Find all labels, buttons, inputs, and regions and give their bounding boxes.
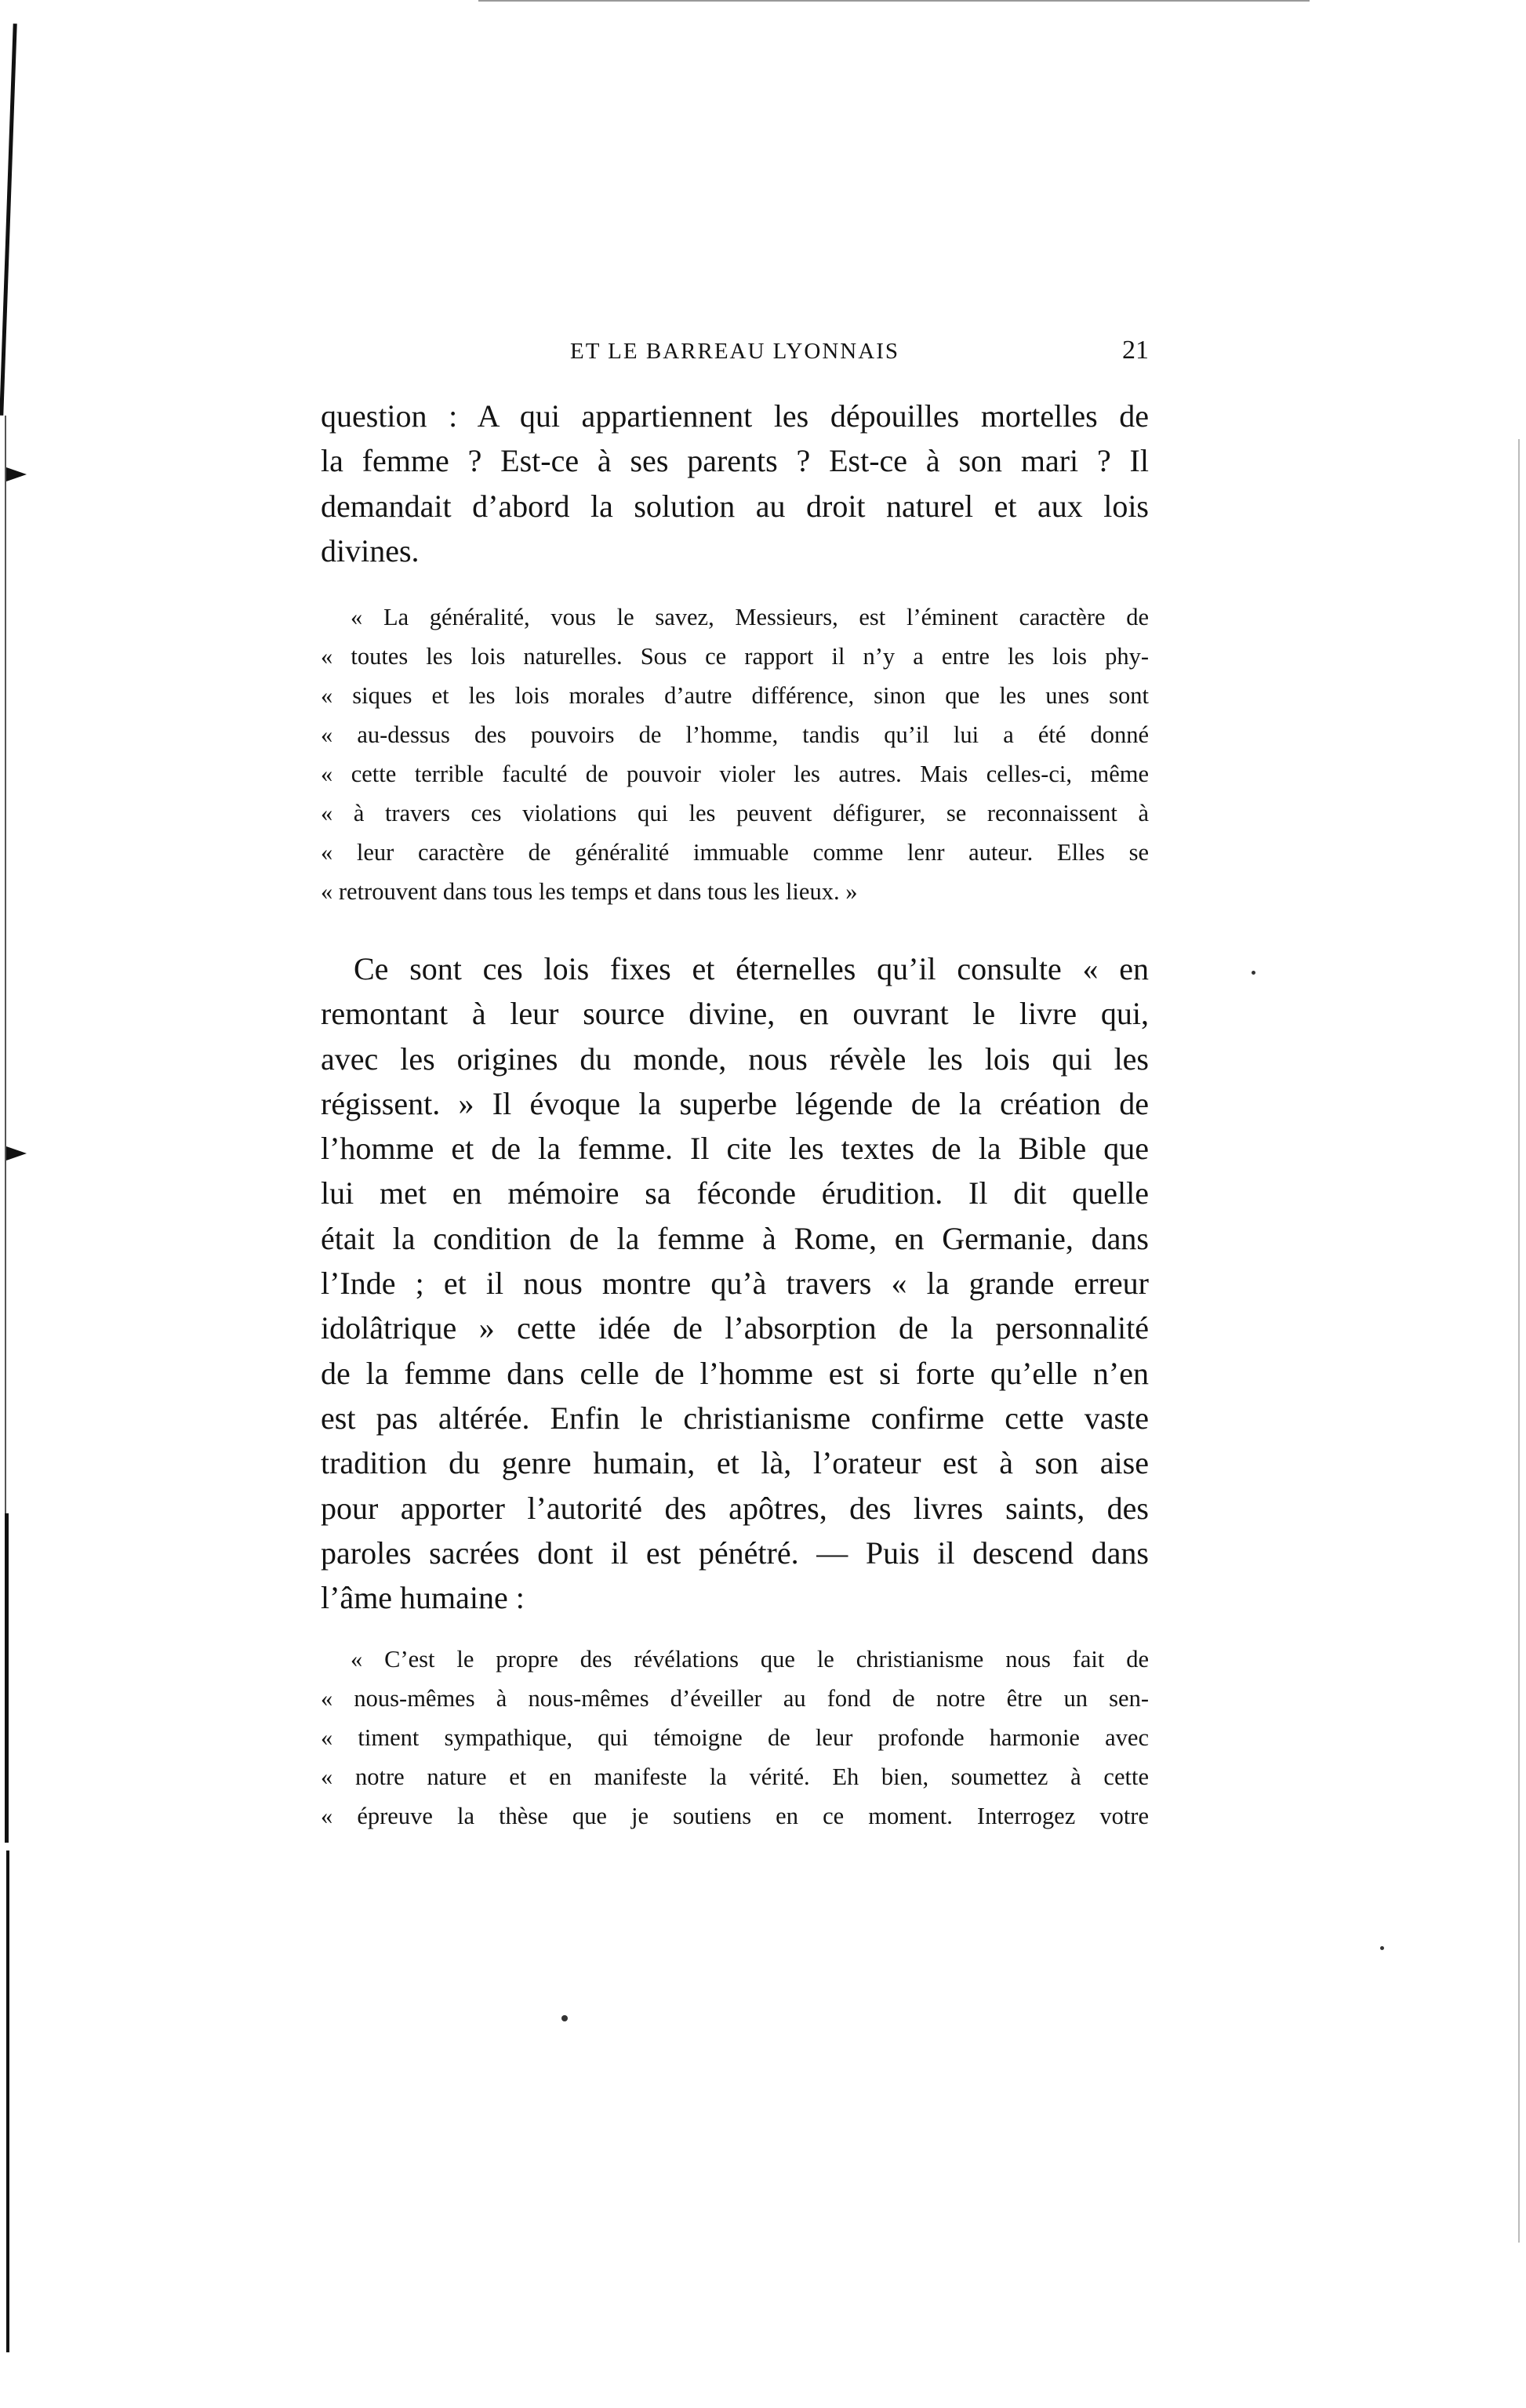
text-line: « épreuve la thèse que je soutiens en ce moment. Interrogez votre bbox=[321, 1803, 1149, 1829]
scan-edge-left-line bbox=[5, 416, 6, 1513]
text-line: divines. bbox=[321, 532, 420, 568]
text-line: avec les origines du monde, nous révèle les lois qui les bbox=[321, 1041, 1149, 1077]
running-title: ET LE BARREAU LYONNAIS bbox=[570, 339, 899, 364]
page-number: 21 bbox=[1122, 336, 1149, 365]
text-line: remontant à leur source divine, en ouvrant le livre qui, bbox=[321, 996, 1149, 1032]
speck bbox=[1380, 1946, 1384, 1950]
scan-edge-top bbox=[478, 0, 1310, 2]
text-line: « à travers ces violations qui les peuvent défigurer, se reconnaissent à bbox=[321, 800, 1149, 826]
text-line: tradition du genre humain, et là, l’orateur est à son aise bbox=[321, 1445, 1149, 1481]
paragraph-2 bbox=[321, 946, 1149, 1620]
text-line: « leur caractère de généralité immuable comme lenr auteur. Elles se bbox=[321, 839, 1149, 866]
text-line: l’Inde ; et il nous montre qu’à travers « la grande erreur bbox=[321, 1266, 1149, 1302]
speck bbox=[561, 2015, 568, 2021]
text-line: la femme ? Est-ce à ses parents ? Est-ce à son mari ? Il bbox=[321, 443, 1149, 479]
text-line: « au-dessus des pouvoirs de l’homme, tandis qu’il lui a été donné bbox=[321, 721, 1149, 748]
text-line: l’âme humaine : bbox=[321, 1580, 525, 1616]
text-line: régissent. » Il évoque la superbe légende de la création de bbox=[321, 1085, 1149, 1121]
text-line: « nous-mêmes à nous-mêmes d’éveiller au fond de notre être un sen- bbox=[321, 1685, 1149, 1712]
scan-edge-left-stroke bbox=[0, 24, 17, 416]
margin-arrow-marker bbox=[6, 1146, 27, 1160]
text-line: de la femme dans celle de l’homme est si forte qu’elle n’en bbox=[321, 1355, 1149, 1391]
text-line: paroles sacrées dont il est pénétré. — Puis il descend dans bbox=[321, 1535, 1149, 1571]
text-line: « La généralité, vous le savez, Messieurs, est l’éminent caractère de bbox=[351, 604, 1149, 630]
text-line: était la condition de la femme à Rome, en Germanie, dans bbox=[321, 1220, 1149, 1256]
text-line: « cette terrible faculté de pouvoir violer les autres. Mais celles-ci, même bbox=[321, 761, 1149, 787]
quote-1 bbox=[321, 597, 1149, 911]
speck bbox=[1252, 971, 1255, 975]
text-line: « notre nature et en manifeste la vérité. Eh bien, soumettez à cette bbox=[321, 1763, 1149, 1790]
text-line: l’homme et de la femme. Il cite les textes de la Bible que bbox=[321, 1131, 1149, 1167]
text-line: est pas altérée. Enfin le christianisme confirme cette vaste bbox=[321, 1400, 1149, 1436]
text-line: « siques et les lois morales d’autre différence, sinon que les unes sont bbox=[321, 682, 1149, 709]
scan-edge-left-stroke bbox=[6, 1850, 9, 2352]
quote-2 bbox=[321, 1640, 1149, 1836]
text-line: Ce sont ces lois fixes et éternelles qu’il consulte « en bbox=[354, 951, 1149, 986]
text-line: « timent sympathique, qui témoigne de leur profonde harmonie avec bbox=[321, 1724, 1149, 1751]
text-line: « toutes les lois naturelles. Sous ce rapport il n’y a entre les lois phy- bbox=[321, 643, 1149, 670]
paragraph-1 bbox=[321, 394, 1149, 573]
text-line: lui met en mémoire sa féconde érudition. Il dit quelle bbox=[321, 1175, 1149, 1211]
text-line: demandait d’abord la solution au droit naturel et aux lois bbox=[321, 488, 1149, 524]
margin-arrow-marker bbox=[6, 467, 27, 481]
text-line: « retrouvent dans tous les temps et dans tous les lieux. » bbox=[321, 878, 858, 905]
text-line: idolâtrique » cette idée de l’absorption de la personnalité bbox=[321, 1310, 1149, 1346]
scan-edge-right-line bbox=[1518, 439, 1520, 2243]
text-line: question : A qui appartiennent les dépouilles mortelles de bbox=[321, 398, 1149, 434]
text-line: pour apporter l’autorité des apôtres, des livres saints, des bbox=[321, 1490, 1149, 1526]
text-line: « C’est le propre des révélations que le christianisme nous fait de bbox=[351, 1646, 1149, 1673]
scan-edge-left-stroke bbox=[5, 1513, 9, 1843]
running-header bbox=[321, 336, 1149, 370]
